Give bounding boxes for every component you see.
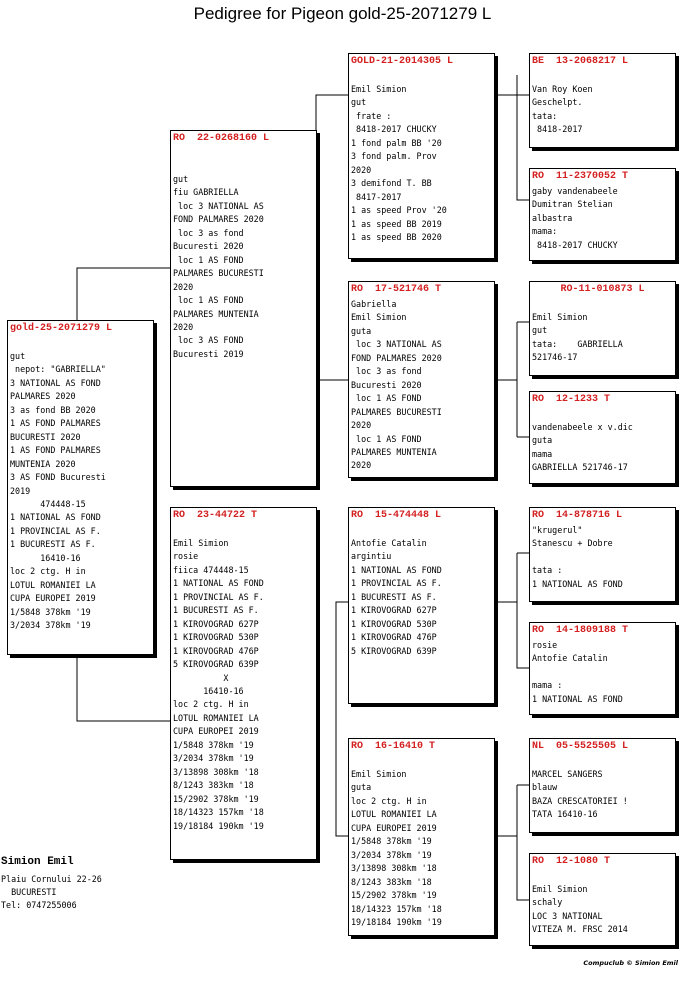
detail-line: 474448-15 — [10, 498, 86, 509]
detail-line: gut — [532, 325, 548, 336]
detail-line: PALMARES BUCURESTI — [173, 268, 264, 279]
detail-line: Bucuresti 2020 — [351, 379, 422, 390]
pigeon-card-sire[interactable] — [170, 130, 317, 487]
detail-line: 15/2902 378km '19 — [173, 793, 259, 804]
detail-line: LOTUL ROMANIEI LA — [173, 712, 259, 723]
detail-line: 1 KIROVOGRAD 627P — [351, 605, 437, 616]
pigeon-details-sire — [173, 173, 316, 361]
detail-line: Emil Simion — [351, 84, 407, 94]
detail-line: 8418-2017 CHUCKY — [351, 124, 437, 135]
detail-line: vandenabeele x v.dic — [532, 422, 633, 432]
detail-line: Geschelpt. — [532, 97, 583, 108]
pigeon-card-subject[interactable] — [7, 320, 154, 655]
pigeon-card-dam-sire[interactable] — [348, 507, 495, 704]
detail-line: X — [173, 672, 229, 683]
detail-line: 1 AS FOND PALMARES — [10, 418, 101, 429]
detail-line: loc 1 AS FOND — [173, 295, 244, 306]
detail-line: CUPA EUROPEI 2019 — [10, 593, 96, 604]
detail-line: 1 NATIONAL AS FOND — [10, 512, 101, 523]
detail-line: TATA 16410-16 — [532, 809, 598, 820]
connector-ss — [495, 75, 529, 200]
pigeon-card-ds-sire[interactable] — [529, 507, 676, 602]
detail-line: 18/14323 157km '18 — [173, 807, 264, 818]
pigeon-card-dd-sire[interactable] — [529, 738, 676, 833]
detail-line: gut — [351, 97, 367, 108]
detail-line: 1 BUCURESTI AS F. — [10, 539, 96, 550]
pigeon-details-dam — [173, 537, 316, 833]
pigeon-details-ss-sire — [532, 83, 675, 137]
detail-line — [532, 666, 675, 679]
pigeon-card-sd-sire[interactable] — [529, 281, 676, 376]
pigeon-ring-ss-dam: RO 11-2370052 T — [532, 171, 629, 182]
pigeon-details-dd-dam — [532, 883, 675, 937]
detail-line: Dumitran Stelian — [532, 199, 613, 210]
pigeon-card-sd-dam[interactable] — [529, 391, 676, 484]
pigeon-ring-subject: gold-25-2071279 L — [10, 323, 113, 334]
connector-dd — [495, 785, 529, 900]
detail-line: loc 3 NATIONAL AS — [351, 339, 442, 350]
pigeon-ring-dd-sire: NL 05-5525505 L — [532, 741, 629, 752]
detail-line: guta — [351, 325, 372, 336]
pigeon-ring-sire-dam: RO 17-521746 T — [351, 284, 442, 295]
pigeon-ring-dd-dam: RO 12-1080 T — [532, 856, 611, 867]
detail-line: 3/2034 378km '19 — [173, 753, 254, 764]
detail-line: mama : — [532, 680, 563, 691]
detail-line: tata: GABRIELLA — [532, 338, 623, 349]
detail-line: fiu GABRIELLA — [173, 187, 239, 198]
detail-line: 2020 — [173, 321, 194, 332]
detail-line: 8/1243 383km '18 — [173, 780, 254, 791]
detail-line: FOND PALMARES 2020 — [351, 352, 442, 363]
detail-line: loc 1 AS FOND — [173, 254, 244, 265]
detail-line: LOTUL ROMANIEI LA — [351, 809, 437, 820]
detail-line: frate : — [351, 110, 392, 121]
detail-line: 2020 — [173, 281, 194, 292]
page-title: Pedigree for Pigeon gold-25-2071279 L — [193, 4, 492, 23]
detail-line: loc 3 NATIONAL AS — [173, 200, 264, 211]
detail-line: 1 NATIONAL AS FOND — [532, 578, 623, 589]
detail-line: Emil Simion — [173, 538, 229, 548]
detail-line: Emil Simion — [532, 884, 588, 894]
detail-line: guta — [532, 435, 553, 446]
pigeon-details-sire-dam — [351, 298, 494, 473]
detail-line: 19/18184 190km '19 — [351, 916, 442, 927]
breeder-info — [1, 855, 102, 912]
pigeon-card-ss-dam[interactable] — [529, 168, 676, 261]
footer-credit: Compuclub © Simion Emil — [583, 959, 678, 967]
detail-line: 1 NATIONAL AS FOND — [351, 564, 442, 575]
detail-line: gut — [173, 174, 189, 184]
detail-line: PALMARES 2020 — [10, 391, 76, 402]
detail-line: 3 demifond T. BB — [351, 178, 432, 189]
detail-line: 1 PROVINCIAL AS F. — [351, 578, 442, 589]
detail-line: 1 NATIONAL AS FOND — [532, 693, 623, 704]
pigeon-details-subject — [10, 350, 153, 633]
pigeon-ring-sire-sire: GOLD-21-2014305 L — [351, 56, 454, 67]
pigeon-card-sire-sire[interactable] — [348, 53, 495, 259]
detail-line: gaby vandenabeele — [532, 186, 618, 196]
detail-line: 16410-16 — [173, 685, 244, 696]
detail-line: 3/13898 308km '18 — [351, 863, 437, 874]
detail-line: LOTUL ROMANIEI LA — [10, 579, 96, 590]
detail-line: 1 BUCURESTI AS F. — [173, 605, 259, 616]
detail-line: 2019 — [10, 485, 31, 496]
pigeon-details-ds-sire — [532, 524, 675, 591]
detail-line: loc 2 ctg. H in — [173, 699, 249, 710]
detail-line: nepot: "GABRIELLA" — [10, 364, 106, 375]
detail-line: 1 fond palm BB '20 — [351, 137, 442, 148]
pigeon-ring-dam-sire: RO 15-474448 L — [351, 510, 442, 521]
detail-line: 3 as fond BB 2020 — [10, 404, 96, 415]
detail-line: 5 KIROVOGRAD 639P — [173, 659, 259, 670]
detail-line: 8418-2017 — [532, 124, 583, 135]
detail-line: 3/2034 378km '19 — [10, 620, 91, 631]
detail-line: Gabriella — [351, 299, 397, 309]
breeder-address: Plaiu Cornului 22-26 — [1, 874, 102, 884]
detail-line: 1 KIROVOGRAD 530P — [173, 632, 259, 643]
detail-line: loc 3 as fond — [173, 227, 244, 238]
pigeon-card-dd-dam[interactable] — [529, 853, 676, 946]
detail-line: Emil Simion — [351, 769, 407, 779]
pigeon-details-sire-sire — [351, 83, 494, 244]
detail-line: 1 KIROVOGRAD 476P — [173, 645, 259, 656]
pigeon-details-sd-sire — [532, 311, 675, 365]
detail-line: guta — [351, 782, 372, 793]
pigeon-ring-dam: RO 23-44722 T — [173, 510, 258, 521]
breeder-city: BUCURESTI — [1, 887, 57, 897]
detail-line: tata : — [532, 565, 563, 576]
detail-line: 1 as speed BB 2019 — [351, 218, 442, 229]
detail-line: 2020 — [351, 164, 372, 175]
detail-line: FOND PALMARES 2020 — [173, 214, 264, 225]
detail-line: albastra — [532, 212, 573, 223]
detail-line: 1/5848 378km '19 — [351, 836, 432, 847]
detail-line: 16410-16 — [10, 552, 81, 563]
detail-line: GABRIELLA 521746-17 — [532, 462, 628, 473]
detail-line: 3/13898 308km '18 — [173, 766, 259, 777]
detail-line: Bucuresti 2020 — [173, 241, 244, 252]
detail-line: tata: — [532, 110, 558, 121]
detail-line: PALMARES MUNTENIA — [351, 446, 437, 457]
detail-line: loc 2 ctg. H in — [10, 566, 86, 577]
detail-line: BUCURESTI 2020 — [10, 431, 81, 442]
detail-line: 3/2034 378km '19 — [351, 849, 432, 860]
detail-line: mama: — [532, 226, 558, 237]
detail-line: 1 AS FOND PALMARES — [10, 445, 101, 456]
detail-line: LOC 3 NATIONAL — [532, 910, 603, 921]
breeder-name: Simion Emil — [1, 856, 74, 868]
detail-line: Emil Simion — [532, 312, 588, 322]
pigeon-card-dam-dam[interactable] — [348, 738, 495, 936]
detail-line: VITEZA M. FRSC 2014 — [532, 924, 628, 935]
detail-line: PALMARES BUCURESTI — [351, 406, 442, 417]
detail-line: schaly — [532, 897, 563, 908]
detail-line: 1 KIROVOGRAD 476P — [351, 632, 437, 643]
pigeon-ring-ds-dam: RO 14-1809188 T — [532, 625, 629, 636]
pigeon-details-ds-dam — [532, 639, 675, 706]
detail-line: MARCEL SANGERS — [532, 769, 603, 779]
detail-line: loc 3 as fond — [351, 366, 422, 377]
detail-line: gut — [10, 351, 26, 361]
pigeon-details-ss-dam — [532, 185, 675, 252]
detail-line: 1/5848 378km '19 — [10, 606, 91, 617]
detail-line: "krugerul" — [532, 525, 583, 535]
detail-line: Emil Simion — [351, 312, 407, 323]
detail-line: CUPA EUROPEI 2019 — [173, 726, 259, 737]
pigeon-details-dam-sire — [351, 537, 494, 658]
detail-line: Van Roy Koen — [532, 84, 593, 94]
connector-sire-grandparents — [316, 95, 348, 380]
pigeon-details-dd-sire — [532, 768, 675, 822]
detail-line: CUPA EUROPEI 2019 — [351, 822, 437, 833]
detail-line: rosie — [173, 551, 199, 562]
detail-line: BAZA CRESCATORIEI ! — [532, 795, 628, 806]
detail-line: Antofie Catalin — [532, 653, 608, 664]
pigeon-ring-sd-dam: RO 12-1233 T — [532, 394, 611, 405]
detail-line: PALMARES MUNTENIA — [173, 308, 259, 319]
pigeon-details-sd-dam — [532, 421, 675, 475]
detail-line: 2020 — [351, 420, 372, 431]
detail-line: loc 1 AS FOND — [351, 433, 422, 444]
detail-line: 521746-17 — [532, 352, 578, 363]
detail-line: 5 KIROVOGRAD 639P — [351, 645, 437, 656]
breeder-phone: Tel: 0747255006 — [1, 900, 77, 910]
pigeon-ring-ss-sire: BE 13-2068217 L — [532, 56, 629, 67]
detail-line: loc 1 AS FOND — [351, 393, 422, 404]
pigeon-card-dam[interactable] — [170, 507, 317, 860]
detail-line: 8/1243 383km '18 — [351, 876, 432, 887]
detail-line: 3 NATIONAL AS FOND — [10, 377, 101, 388]
detail-line: 2020 — [351, 460, 372, 471]
detail-line: blauw — [532, 782, 558, 793]
connector-ds — [495, 553, 529, 668]
pigeon-card-sire-dam[interactable] — [348, 281, 495, 478]
detail-line: 1 BUCURESTI AS F. — [351, 591, 437, 602]
detail-line — [532, 551, 675, 564]
pigeon-card-ds-dam[interactable] — [529, 622, 676, 715]
detail-line: Bucuresti 2019 — [173, 348, 244, 359]
detail-line: loc 3 AS FOND — [173, 335, 244, 346]
detail-line: Stanescu + Dobre — [532, 538, 613, 549]
connector-sd — [495, 322, 529, 437]
detail-line: 15/2902 378km '19 — [351, 890, 437, 901]
detail-line: Antofie Catalin — [351, 538, 427, 548]
detail-line: 1/5848 378km '19 — [173, 739, 254, 750]
pigeon-ring-dam-dam: RO 16-16410 T — [351, 741, 436, 752]
pigeon-ring-ds-sire: RO 14-878716 L — [532, 510, 623, 521]
detail-line: 8417-2017 — [351, 191, 402, 202]
detail-line: 1 KIROVOGRAD 530P — [351, 618, 437, 629]
detail-line: MUNTENIA 2020 — [10, 458, 76, 469]
detail-line: 3 fond palm. Prov — [351, 151, 437, 162]
detail-line: loc 2 ctg. H in — [351, 795, 427, 806]
detail-line: 1 PROVINCIAL AS F. — [10, 525, 101, 536]
detail-line: mama — [532, 448, 553, 459]
detail-line: 19/18184 190km '19 — [173, 820, 264, 831]
detail-line: 3 AS FOND Bucuresti — [10, 472, 106, 483]
detail-line: rosie — [532, 640, 558, 650]
pigeon-ring-sire: RO 22-0268160 L — [173, 133, 270, 144]
detail-line: argintiu — [351, 551, 392, 562]
detail-line: 1 NATIONAL AS FOND — [173, 578, 264, 589]
detail-line: 1 PROVINCIAL AS F. — [173, 591, 264, 602]
pigeon-details-dam-dam — [351, 768, 494, 929]
detail-line: 8418-2017 CHUCKY — [532, 239, 618, 250]
detail-line: 1 as speed BB 2020 — [351, 231, 442, 242]
detail-line: 18/14323 157km '18 — [351, 903, 442, 914]
pigeon-ring-sd-sire: RO-11-010873 L — [560, 284, 645, 295]
detail-line: 1 as speed Prov '20 — [351, 205, 447, 216]
pigeon-card-ss-sire[interactable] — [529, 53, 676, 148]
detail-line: 1 KIROVOGRAD 627P — [173, 618, 259, 629]
connector-dam-grandparents — [336, 602, 348, 836]
detail-line: fiica 474448-15 — [173, 564, 249, 575]
